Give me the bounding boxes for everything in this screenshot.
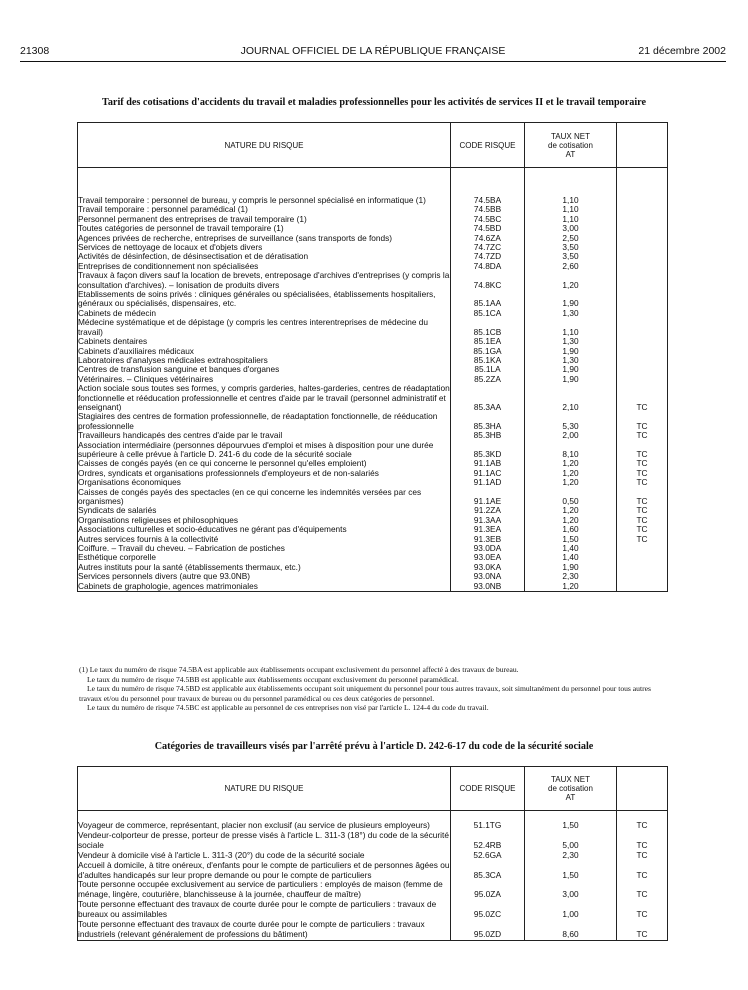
risk-code-cell: 74.5BC	[451, 215, 525, 224]
rate-cell: 1,20	[525, 469, 617, 478]
tariff-table-body	[78, 168, 668, 592]
risk-nature-cell: Travail temporaire : personnel de bureau, y compris le personnel spécialisé en informatique (1)	[78, 196, 451, 205]
tc-cell: TC	[617, 459, 668, 468]
risk-code-cell: 74.5BB	[451, 205, 525, 214]
risk-code-cell: 93.0DA	[451, 544, 525, 553]
risk-nature-cell: Caisses de congés payés (en ce qui concerne le personnel qu'elles emploient)	[78, 459, 451, 468]
tc-cell	[617, 356, 668, 365]
table-row	[78, 544, 668, 553]
risk-nature-cell: Laboratoires d'analyses médicales extrahospitaliers	[78, 356, 451, 365]
table1-title: Tarif des cotisations d'accidents du travail et maladies professionnelles pour les activités de services II et le travail temporaire	[101, 97, 647, 108]
risk-nature-cell: Travaux à façon divers sauf la location de brevets, entreposage d'archives d'entreprises (y compris la consultation d'archives). – Ionisation de produits divers	[78, 270, 450, 290]
risk-code-cell: 91.3EA	[451, 525, 525, 534]
footnote: Le taux du numéro de risque 74.5BB est applicable aux établissements occupant exclusivement du personnel paramédical.	[87, 674, 459, 684]
risk-code-cell: 85.2ZA	[451, 375, 525, 384]
risk-nature-cell: Organisations économiques	[78, 478, 451, 487]
col-taux-line1: TAUX NET	[551, 131, 590, 141]
col-taux-header	[525, 767, 617, 811]
risk-nature-cell: Stagiaires des centres de formation professionnelle, de réadaptation fonctionnelle, de rééducation professionnelle	[78, 412, 451, 431]
risk-nature-cell: Travail temporaire : personnel paramédical (1)	[78, 205, 451, 214]
tc-cell	[617, 290, 668, 309]
table-row	[78, 318, 668, 337]
risk-code-cell: 52.4RB	[451, 831, 525, 851]
tc-cell: TC	[617, 900, 668, 920]
col-taux-line3: AT	[565, 149, 576, 159]
risk-code-cell: 91.3AA	[451, 516, 525, 525]
tc-cell	[617, 563, 668, 572]
rate-cell: 5,00	[525, 831, 617, 851]
tc-cell: TC	[617, 821, 668, 831]
rate-cell: 5,30	[525, 412, 617, 431]
table-row	[78, 488, 668, 507]
rate-cell: 1,30	[525, 337, 617, 346]
col-nature-header: NATURE DU RISQUE	[78, 767, 451, 811]
tc-cell	[617, 215, 668, 224]
rate-cell: 1,20	[525, 516, 617, 525]
risk-code-cell: 85.1AA	[451, 290, 525, 309]
tc-cell	[617, 544, 668, 553]
risk-code-cell: 93.0KA	[451, 563, 525, 572]
issue-date: 21 décembre 2002	[638, 45, 726, 57]
risk-nature-cell: Vendeur à domicile visé à l'article L. 311-3 (20°) du code de la sécurité sociale	[78, 851, 451, 861]
rate-cell: 1,60	[525, 525, 617, 534]
col-taux-line2: de cotisation	[548, 784, 593, 793]
rate-cell: 1,20	[525, 478, 617, 487]
rate-cell: 0,50	[525, 488, 617, 507]
tc-cell	[617, 309, 668, 318]
risk-code-cell: 74.7ZC	[451, 243, 525, 252]
table-row	[78, 290, 668, 309]
tc-cell: TC	[617, 880, 668, 900]
rate-cell: 1,90	[525, 563, 617, 572]
risk-code-cell: 95.0ZD	[451, 920, 525, 940]
risk-nature-cell: Toute personne occupée exclusivement au service de particuliers : employés de maison (femme de ménage, lingère, couturière, blanchisseuse à la journée, chauffeur de maître)	[78, 880, 451, 900]
risk-nature-cell: Toute personne effectuant des travaux de courte durée pour le compte de particuliers : travaux industriels (relevant généralement de professions du bâtiment)	[78, 920, 451, 940]
risk-code-cell: 74.5BD	[451, 224, 525, 233]
table-row	[78, 920, 668, 940]
rate-cell: 1,10	[525, 215, 617, 224]
table-row	[78, 582, 668, 592]
risk-nature-cell: Toute personne effectuant des travaux de courte durée pour le compte de particuliers : travaux de bureaux ou assimilables	[78, 900, 451, 920]
risk-nature-cell: Accueil à domicile, à titre onéreux, d'enfants pour le compte de particuliers et de personnes âgées ou d'adultes handicapés sur leur propre demande ou pour le compte de particuliers	[78, 859, 450, 880]
rate-cell: 1,10	[525, 205, 617, 214]
tc-cell: TC	[617, 412, 668, 431]
risk-code-cell: 85.1LA	[451, 365, 525, 374]
table-row	[78, 880, 668, 900]
tariff-table	[77, 122, 668, 592]
col-code-header: CODE RISQUE	[451, 767, 525, 811]
col-taux-line2: de cotisation	[548, 140, 593, 150]
tc-cell: TC	[617, 478, 668, 487]
risk-nature-cell: Vétérinaires. – Cliniques vétérinaires	[78, 375, 451, 384]
risk-code-cell: 85.3HA	[451, 412, 525, 431]
risk-code-cell: 51.1TG	[451, 821, 525, 831]
tc-cell: TC	[617, 831, 668, 851]
risk-code-cell: 74.6ZA	[451, 234, 525, 243]
rate-cell: 1,40	[525, 553, 617, 562]
rate-cell: 1,90	[525, 375, 617, 384]
risk-nature-cell: Esthétique corporelle	[78, 553, 451, 562]
table2-title: Catégories de travailleurs visés par l'arrêté prévu à l'article D. 242-6-17 du code de la sécurité sociale	[154, 741, 594, 752]
risk-code-cell: 93.0NB	[451, 582, 525, 592]
rate-cell: 8,60	[525, 920, 617, 940]
risk-code-cell: 95.0ZA	[451, 880, 525, 900]
col-taux-line1: TAUX NET	[551, 775, 590, 784]
rate-cell: 1,30	[525, 309, 617, 318]
risk-nature-cell: Ordres, syndicats et organisations professionnels d'employeurs et de non-salariés	[78, 469, 451, 478]
risk-nature-cell: Toutes catégories de personnel de travail temporaire (1)	[78, 224, 451, 233]
col-tc-header	[617, 767, 668, 811]
rate-cell: 2,00	[525, 431, 617, 440]
risk-code-cell: 74.8KC	[451, 271, 525, 290]
table-row	[78, 861, 668, 881]
risk-code-cell: 85.1GA	[451, 347, 525, 356]
risk-nature-cell: Association intermédiaire (personnes dépourvues d'emploi et mises à disposition pour une durée supérieure à celle prévue à l'article D. 241-6 du code de la sécurité sociale	[78, 441, 451, 460]
tc-cell: TC	[617, 488, 668, 507]
risk-code-cell: 85.3CA	[451, 861, 525, 881]
tc-cell	[617, 582, 668, 592]
tc-cell	[617, 224, 668, 233]
risk-nature-cell: Organisations religieuses et philosophiques	[78, 516, 451, 525]
tc-cell: TC	[617, 851, 668, 861]
risk-nature-cell: Médecine systématique et de dépistage (y compris les centres interentreprises de médecine du travail)	[78, 318, 451, 337]
risk-code-cell: 74.7ZD	[451, 252, 525, 261]
risk-code-cell: 74.5BA	[451, 196, 525, 205]
risk-nature-cell: Autres services fournis à la collectivité	[78, 535, 451, 544]
rate-cell: 3,50	[525, 243, 617, 252]
risk-nature-cell: Agences privées de recherche, entreprises de surveillance (sans transports de fonds)	[78, 234, 451, 243]
table-row	[78, 384, 668, 412]
risk-code-cell: 85.1EA	[451, 337, 525, 346]
workers-table	[77, 766, 668, 941]
col-taux-line3: AT	[565, 793, 576, 802]
rate-cell: 1,50	[525, 535, 617, 544]
tc-cell	[617, 337, 668, 346]
risk-nature-cell: Personnel permanent des entreprises de travail temporaire (1)	[78, 215, 451, 224]
rate-cell: 3,50	[525, 252, 617, 261]
footnotes	[79, 665, 669, 713]
risk-code-cell: 74.8DA	[451, 262, 525, 271]
rate-cell: 1,10	[525, 196, 617, 205]
rate-cell: 2,60	[525, 262, 617, 271]
tc-cell: TC	[617, 920, 668, 940]
risk-code-cell: 91.2ZA	[451, 506, 525, 515]
tc-cell	[617, 205, 668, 214]
rate-cell: 1,20	[525, 271, 617, 290]
col-nature-header: NATURE DU RISQUE	[78, 123, 451, 168]
risk-nature-cell: Associations culturelles et socio-éducatives ne gérant pas d'équipements	[78, 525, 451, 534]
risk-code-cell: 93.0EA	[451, 553, 525, 562]
table-spacer-row	[78, 168, 668, 197]
risk-code-cell: 93.0NA	[451, 572, 525, 581]
risk-nature-cell: Cabinets de graphologie, agences matrimoniales	[78, 582, 451, 592]
rate-cell: 1,40	[525, 544, 617, 553]
workers-table-body	[78, 811, 668, 941]
risk-nature-cell: Caisses de congés payés des spectacles (en ce qui concerne les indemnités versées par ces organismes)	[78, 488, 451, 507]
risk-nature-cell: Activités de désinfection, de désinsectisation et de dératisation	[78, 252, 451, 261]
rate-cell: 2,10	[525, 384, 617, 412]
page-header	[20, 45, 726, 59]
table-row	[78, 441, 668, 460]
tc-cell: TC	[617, 384, 668, 412]
footnote: Le taux du numéro de risque 74.5BC est applicable au personnel de ces entreprises non visé par l'article L. 124-4 du code du travail.	[87, 703, 489, 713]
risk-nature-cell: Voyageur de commerce, représentant, placier non exclusif (au service de plusieurs employeurs)	[78, 821, 451, 831]
tc-cell	[617, 318, 668, 337]
rate-cell: 1,50	[525, 821, 617, 831]
footnote: Le taux du numéro de risque 74.5BD est applicable aux établissements occupant soit uniquement du personnel pour tous autres travaux, soit simultanément du personnel pour tous autres travaux et/ou du personnel pour travaux de bureau ou du personnel paramédical ou ces deux catégories de personnel.	[79, 684, 651, 703]
tc-cell	[617, 262, 668, 271]
risk-nature-cell: Cabinets de médecin	[78, 309, 451, 318]
rate-cell: 1,20	[525, 582, 617, 592]
risk-nature-cell: Travailleurs handicapés des centres d'aide par le travail	[78, 431, 451, 440]
page-number: 21308	[20, 45, 50, 57]
tc-cell	[617, 347, 668, 356]
rate-cell: 8,10	[525, 441, 617, 460]
tc-cell: TC	[617, 535, 668, 544]
risk-nature-cell: Etablissements de soins privés : cliniques générales ou spécialisées, établissements hospitaliers, généraux ou spécialisés, dispensaires, etc.	[78, 290, 451, 309]
rate-cell: 1,90	[525, 365, 617, 374]
rate-cell: 1,00	[525, 900, 617, 920]
table-row	[78, 831, 668, 851]
rate-cell: 1,50	[525, 861, 617, 881]
tc-cell	[617, 572, 668, 581]
risk-code-cell: 85.3AA	[451, 384, 525, 412]
tc-cell: TC	[617, 469, 668, 478]
risk-code-cell: 91.1AD	[451, 478, 525, 487]
col-code-header: CODE RISQUE	[451, 123, 525, 168]
risk-code-cell: 85.1CA	[451, 309, 525, 318]
rate-cell: 1,90	[525, 290, 617, 309]
risk-code-cell: 95.0ZC	[451, 900, 525, 920]
tc-cell: TC	[617, 506, 668, 515]
rate-cell: 1,20	[525, 459, 617, 468]
risk-nature-cell: Syndicats de salariés	[78, 506, 451, 515]
tc-cell: TC	[617, 861, 668, 881]
risk-code-cell: 91.1AC	[451, 469, 525, 478]
tc-cell	[617, 252, 668, 261]
col-tc-header	[617, 123, 668, 168]
tc-cell	[617, 271, 668, 290]
risk-code-cell: 85.1KA	[451, 356, 525, 365]
table-row	[78, 900, 668, 920]
risk-code-cell: 91.1AB	[451, 459, 525, 468]
col-taux-header	[525, 123, 617, 168]
rate-cell: 1,30	[525, 356, 617, 365]
risk-nature-cell: Vendeur-colporteur de presse, porteur de presse visés à l'article L. 311-3 (18°) du code de la sécurité sociale	[78, 829, 449, 850]
rate-cell: 3,00	[525, 880, 617, 900]
rate-cell: 2,30	[525, 572, 617, 581]
tc-cell: TC	[617, 516, 668, 525]
rate-cell: 1,90	[525, 347, 617, 356]
risk-code-cell: 85.1CB	[451, 318, 525, 337]
footnote: (1) Le taux du numéro de risque 74.5BA est applicable aux établissements occupant exclusivement du personnel affecté à des travaux de bureau.	[79, 665, 519, 674]
rate-cell: 2,30	[525, 851, 617, 861]
tc-cell: TC	[617, 525, 668, 534]
journal-title: JOURNAL OFFICIEL DE LA RÉPUBLIQUE FRANÇAISE	[240, 45, 506, 57]
rate-cell: 2,50	[525, 234, 617, 243]
risk-nature-cell: Services personnels divers (autre que 93.0NB)	[78, 572, 451, 581]
tc-cell: TC	[617, 431, 668, 440]
risk-nature-cell: Services de nettoyage de locaux et d'objets divers	[78, 243, 451, 252]
risk-code-cell: 52.6GA	[451, 851, 525, 861]
tc-cell	[617, 553, 668, 562]
header-rule	[20, 61, 726, 62]
risk-code-cell: 91.1AE	[451, 488, 525, 507]
rate-cell: 1,20	[525, 506, 617, 515]
rate-cell: 1,10	[525, 318, 617, 337]
tc-cell	[617, 243, 668, 252]
risk-nature-cell: Coiffure. – Travail du cheveu. – Fabrication de postiches	[78, 544, 451, 553]
tc-cell	[617, 375, 668, 384]
risk-nature-cell: Cabinets dentaires	[78, 337, 451, 346]
risk-nature-cell: Centres de transfusion sanguine et banques d'organes	[78, 365, 451, 374]
table-row	[78, 412, 668, 431]
tc-cell	[617, 196, 668, 205]
risk-nature-cell: Autres instituts pour la santé (établissements thermaux, etc.)	[78, 563, 451, 572]
tc-cell: TC	[617, 441, 668, 460]
risk-code-cell: 85.3HB	[451, 431, 525, 440]
tc-cell	[617, 234, 668, 243]
risk-nature-cell: Entreprises de conditionnement non spécialisées	[78, 262, 451, 271]
risk-nature-cell: Action sociale sous toutes ses formes, y compris garderies, haltes-garderies, centres de réadaptation fonctionnelle et rééducation professionnelle et centres d'aide par le travail (personnel administratif et enseignant)	[78, 383, 450, 412]
table-row	[78, 271, 668, 290]
rate-cell: 3,00	[525, 224, 617, 233]
risk-code-cell: 85.3KD	[451, 441, 525, 460]
risk-code-cell: 91.3EB	[451, 535, 525, 544]
risk-nature-cell: Cabinets d'auxiliaires médicaux	[78, 347, 451, 356]
tc-cell	[617, 365, 668, 374]
